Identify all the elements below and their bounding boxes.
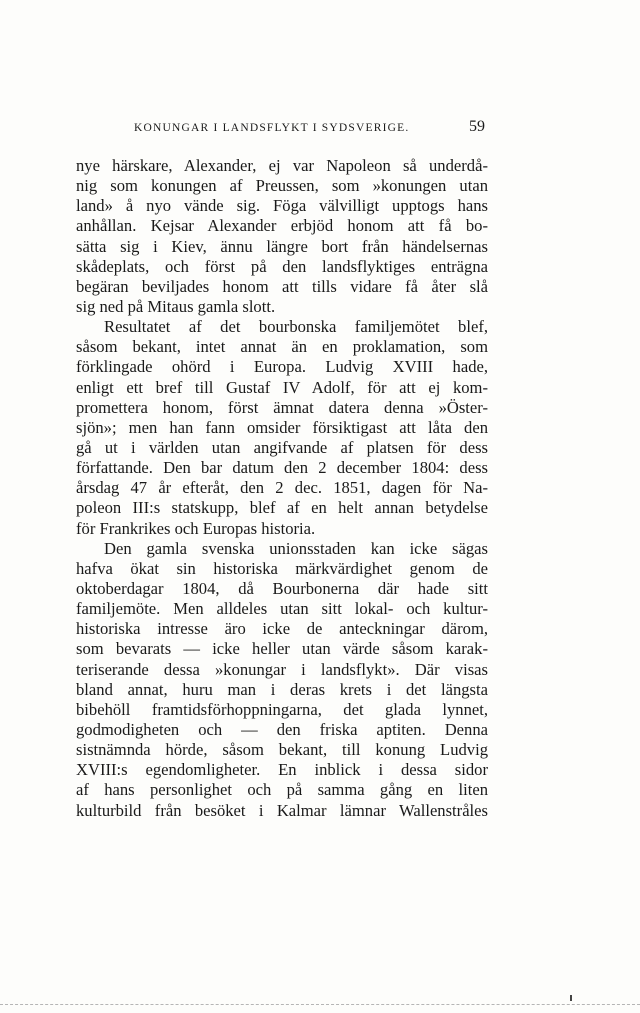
text-line: familjemöte. Men alldeles utan sitt lokal- och kultur- [76, 599, 488, 619]
text-line: för Frankrikes och Europas historia. [76, 518, 316, 538]
page-number: 59 [469, 118, 485, 135]
text-line: godmodigheten och — den friska aptiten. Denna [76, 719, 488, 739]
text-line: teriserande dessa »konungar i landsflykt». Där visas [76, 659, 488, 679]
text-line: hafva ökat sin historiska märkvärdighet genom de [76, 558, 488, 578]
text-line: sjön»; men han fann omsider försiktigast att låta den [76, 417, 488, 437]
text-line: Den gamla svenska unionsstaden kan icke sägas [104, 538, 488, 558]
text-line: enligt ett bref till Gustaf IV Adolf, för att ej kom- [76, 377, 488, 397]
text-line: sig ned på Mitaus gamla slott. [76, 296, 276, 316]
text-line: nye härskare, Alexander, ej var Napoleon så underdå- [76, 156, 488, 175]
text-line: bibehöll framtidsförhoppningarna, det glada lynnet, [76, 699, 488, 719]
text-line: kulturbild från besöket i Kalmar lämnar Wallenstråles [76, 800, 488, 820]
text-line: historiska intresse äro icke de anteckningar därom, [76, 619, 488, 639]
text-line: begäran beviljades honom att tills vidare få åter slå [76, 276, 488, 296]
text-line: land» å nyo vände sig. Föga välvilligt upptogs hans [76, 196, 488, 216]
text-line: anhållan. Kejsar Alexander erbjöd honom att få bo- [76, 216, 488, 236]
text-line: Resultatet af det bourbonska familjemötet blef, [104, 317, 488, 337]
text-line: såsom bekant, intet annat än en proklamation, som [76, 337, 488, 357]
running-title: KONUNGAR I LANDSFLYKT I SYDSVERIGE. [134, 122, 410, 134]
body-text [76, 156, 488, 821]
text-line: som bevarats — icke heller utan värde såsom karak- [76, 639, 488, 659]
text-line: sistnämnda hörde, såsom bekant, till konung Ludvig [76, 740, 488, 760]
text-line: sätta sig i Kiev, ännu längre bort från händelsernas [76, 236, 488, 256]
text-line: poleon III:s statskupp, blef af en helt annan betydelse [76, 498, 488, 518]
text-line: XVIII:s egendomligheter. En inblick i dessa sidor [76, 760, 488, 780]
text-line: nig som konungen af Preussen, som »konungen utan [76, 176, 488, 196]
scan-speck [570, 995, 572, 1001]
text-line: författande. Den bar datum den 2 december 1804: dess [76, 458, 488, 478]
page-header [76, 118, 488, 138]
text-line: af hans personlighet och på samma gång en liten [76, 780, 488, 800]
text-line: promettera honom, först ämnat datera denna »Öster- [76, 397, 488, 417]
text-line: skådeplats, och först på den landsflyktiges enträgna [76, 256, 488, 276]
text-line: bland annat, huru man i deras krets i det längsta [76, 679, 488, 699]
scan-edge-line [0, 1004, 640, 1005]
text-line: förklingade ohörd i Europa. Ludvig XVIII hade, [76, 357, 488, 377]
text-line: årsdag 47 år efteråt, den 2 dec. 1851, dagen för Na- [76, 478, 488, 498]
text-line: gå ut i världen utan angifvande af platsen för dess [76, 437, 488, 457]
text-line: oktoberdagar 1804, då Bourbonerna där hade sitt [76, 578, 488, 598]
